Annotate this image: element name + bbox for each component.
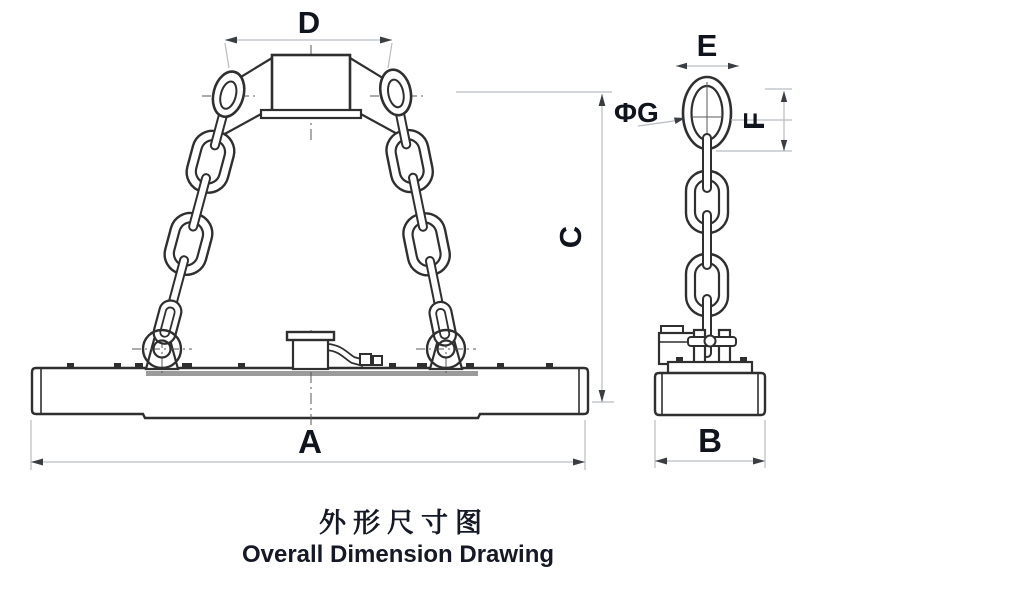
dim-label-a: A xyxy=(298,423,322,460)
dim-label-c: C xyxy=(553,225,588,249)
magnet-body-side xyxy=(655,357,765,415)
dim-label-e: E xyxy=(696,28,718,63)
left-chain xyxy=(142,67,255,349)
pin-head xyxy=(705,336,716,347)
front-view xyxy=(31,5,614,470)
terminal-cap xyxy=(287,332,382,369)
dim-c xyxy=(553,94,614,402)
top-plate-strip xyxy=(146,371,478,376)
caption xyxy=(242,508,554,568)
dim-phi-g xyxy=(614,97,685,128)
caption-english: Overall Dimension Drawing xyxy=(241,541,555,568)
lifting-spreader-bracket xyxy=(221,45,401,140)
caption-chinese: 外形尺寸图 xyxy=(319,508,489,538)
dim-label-b: B xyxy=(698,422,722,459)
dim-b xyxy=(655,420,765,468)
clevis-bracket xyxy=(688,330,736,364)
side-chain xyxy=(686,134,728,357)
dim-e xyxy=(676,28,739,69)
dim-label-d: D xyxy=(297,5,321,40)
right-chain xyxy=(371,66,468,350)
side-view xyxy=(614,28,792,468)
dim-label-phi-g: ΦG xyxy=(614,97,659,128)
dim-a xyxy=(31,420,585,470)
dim-label-f: F xyxy=(739,112,771,130)
